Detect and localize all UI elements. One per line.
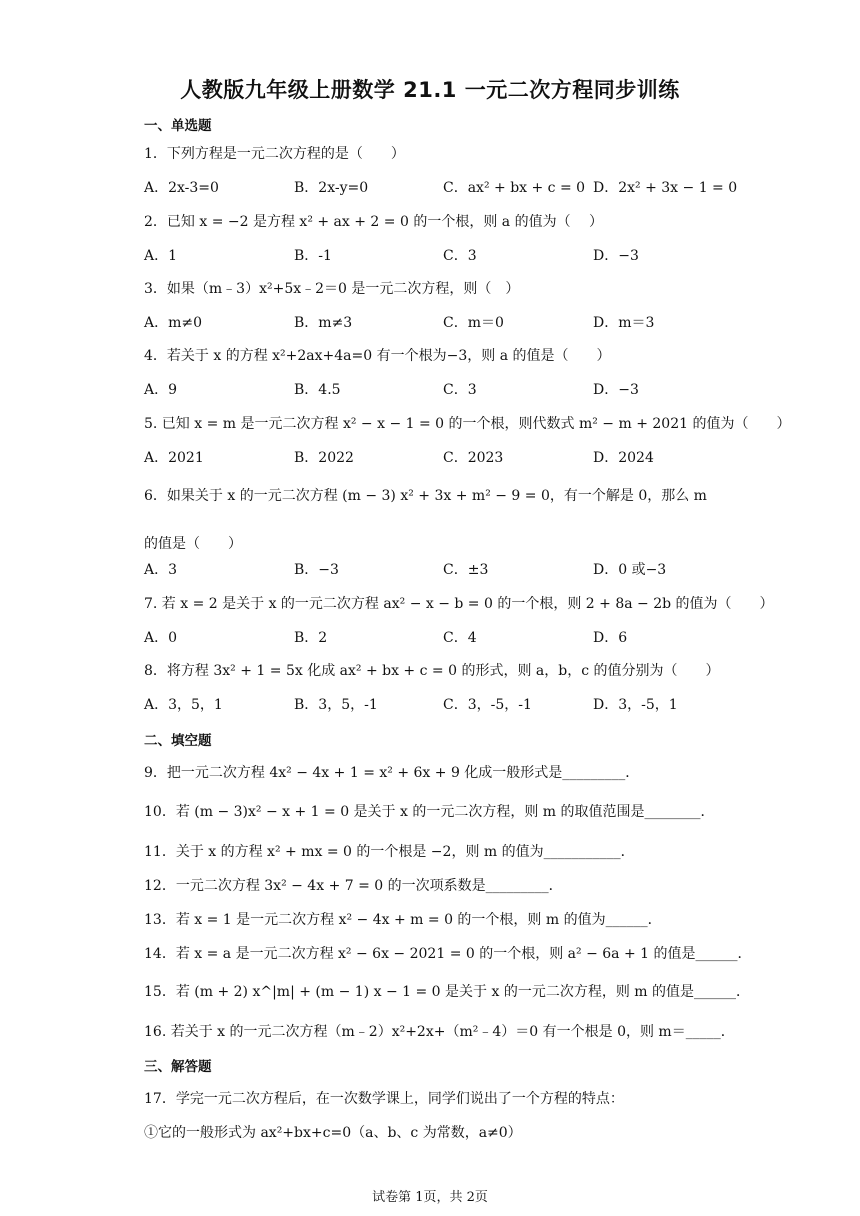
option-c: C．±3 [443, 562, 489, 578]
option-b: B．3，5，-1 [294, 697, 378, 713]
question-15: 15．若 (m + 2) x^|m| + (m − 1) x − 1 = 0 是关于 x 的一元二次方程，则 m 的值是______． [144, 984, 750, 1000]
option-b: B．2022 [294, 450, 354, 466]
option-c: C．2023 [443, 450, 504, 466]
option-a: A．2x-3=0 [144, 180, 219, 196]
question-3: 3．如果（m﹣3）x²+5x﹣2＝0 是一元二次方程，则（ ） [144, 281, 520, 297]
option-a: A．1 [144, 248, 178, 264]
option-d: D．0 或−3 [593, 562, 667, 578]
option-d: D．6 [593, 630, 628, 646]
question-5: 5. 已知 x = m 是一元二次方程 x² − x − 1 = 0 的一个根，则代数式 m² − m + 2021 的值为（ ） [144, 416, 791, 432]
option-b: B．m≠3 [294, 315, 353, 331]
option-d: D．m＝3 [593, 315, 655, 331]
option-d: D．2x² + 3x − 1 = 0 [593, 180, 738, 196]
question-9: 9．把一元二次方程 4x² − 4x + 1 = x² + 6x + 9 化成一般形式是_________． [144, 765, 640, 781]
question-13: 13．若 x = 1 是一元二次方程 x² − 4x + m = 0 的一个根，则 m 的值为______． [144, 912, 662, 928]
question-10: 10．若 (m − 3)x² − x + 1 = 0 是关于 x 的一元二次方程，则 m 的取值范围是________． [144, 804, 715, 820]
question-2: 2．已知 x = −2 是方程 x² + ax + 2 = 0 的一个根，则 a 的值为（ ） [144, 214, 604, 230]
section-heading-single-choice: 一、单选题 [144, 118, 212, 134]
option-d: D．−3 [593, 248, 639, 264]
option-c: C．4 [443, 630, 477, 646]
question-16: 16. 若关于 x 的一元二次方程（m﹣2）x²+2x+（m²﹣4）＝0 有一个根是 0，则 m＝_____． [144, 1024, 735, 1040]
page-title: 人教版九年级上册数学 21.1 一元二次方程同步训练 [180, 78, 680, 102]
option-c: C．3，-5，-1 [443, 697, 532, 713]
option-c: C．m＝0 [443, 315, 504, 331]
question-1: 1．下列方程是一元二次方程的是（ ） [144, 146, 405, 162]
option-d: D．3，-5，1 [593, 697, 678, 713]
question-14: 14．若 x = a 是一元二次方程 x² − 6x − 2021 = 0 的一个根，则 a² − 6a + 1 的值是______． [144, 946, 752, 962]
option-c: C．ax² + bx + c = 0 [443, 180, 586, 196]
question-8: 8．将方程 3x² + 1 = 5x 化成 ax² + bx + c = 0 的形式，则 a，b，c 的值分别为（ ） [144, 663, 720, 679]
option-a: A．0 [144, 630, 178, 646]
question-4: 4．若关于 x 的方程 x²+2ax+4a=0 有一个根为−3，则 a 的值是（ ） [144, 348, 611, 364]
question-6: 6．如果关于 x 的一元二次方程 (m − 3) x² + 3x + m² − 9 = 0，有一个解是 0，那么 m 的值是（ ） [144, 488, 707, 552]
option-d: D．−3 [593, 382, 639, 398]
section-heading-solutions: 三、解答题 [144, 1059, 212, 1075]
option-b: B．−3 [294, 562, 339, 578]
option-a: A．3，5，1 [144, 697, 223, 713]
option-a: A．9 [144, 382, 178, 398]
option-d: D．2024 [593, 450, 654, 466]
question-17-condition-1: ①它的一般形式为 ax²+bx+c=0（a、b、c 为常数，a≠0） [144, 1125, 522, 1141]
page-footer: 试卷第 1页，共 2页 [372, 1190, 488, 1205]
option-b: B．-1 [294, 248, 332, 264]
option-c: C．3 [443, 248, 477, 264]
section-heading-fill-blank: 二、填空题 [144, 733, 212, 749]
question-17: 17．学完一元二次方程后，在一次数学课上，同学们说出了一个方程的特点： [144, 1091, 624, 1107]
option-c: C．3 [443, 382, 477, 398]
question-12: 12．一元二次方程 3x² − 4x + 7 = 0 的一次项系数是_________． [144, 878, 563, 894]
option-b: B．2 [294, 630, 328, 646]
option-a: A．3 [144, 562, 178, 578]
option-b: B．2x-y=0 [294, 180, 369, 196]
question-7: 7. 若 x = 2 是关于 x 的一元二次方程 ax² − x − b = 0 的一个根，则 2 + 8a − 2b 的值为（ ） [144, 596, 774, 612]
question-11: 11．关于 x 的方程 x² + mx = 0 的一个根是 −2，则 m 的值为___________． [144, 844, 635, 860]
option-b: B．4.5 [294, 382, 341, 398]
option-a: A．2021 [144, 450, 204, 466]
option-a: A．m≠0 [144, 315, 203, 331]
